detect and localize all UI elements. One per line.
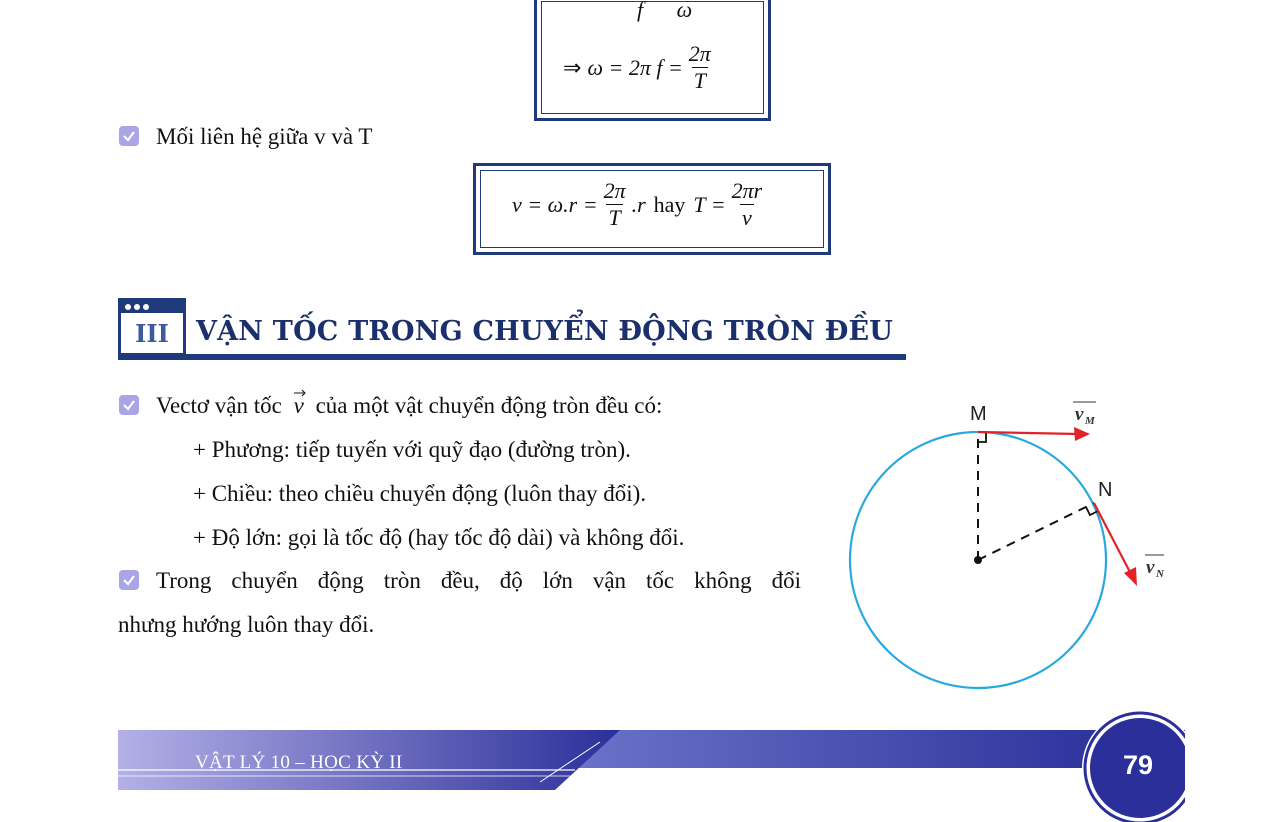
vector-label-vM: v [1075,404,1084,425]
checkbox-icon [119,570,139,590]
velocity-intro-post: của một vật chuyển động tròn đều có: [315,393,663,418]
section-number: III [135,319,169,348]
velocity-sense: + Chiều: theo chiều chuyển động (luôn thay đổi). [193,481,647,506]
arrowhead-M-icon [1074,427,1090,441]
formula-omega-fragment [637,0,692,23]
fraction-denominator: T [608,205,621,230]
formula-f-symbol: f [637,0,644,22]
footer-clip [1185,700,1275,822]
velocity-intro [156,393,662,419]
section-underline [118,354,906,360]
fraction-2pi-over-T [602,178,628,231]
bullet-relation-v-T: Mối liên hệ giữa v và T [156,124,373,149]
fraction-numerator: 2πr [731,178,763,203]
section-number-badge [118,298,186,356]
window-dot-icon [125,304,131,310]
footer-title: VẬT LÝ 10 – HỌC KỲ II [195,752,403,773]
velocity-magnitude: + Độ lớn: gọi là tốc độ (hay tốc độ dài) và không đổi. [193,525,685,550]
fraction-2pi-over-T [687,41,713,94]
footer-banner [0,700,1275,822]
page-number: 79 [1122,750,1154,780]
vector-arrow-icon [293,389,307,397]
point-label-M: M [970,403,987,425]
vector-v-symbol [294,393,304,419]
formula-omega-symbol: ω [676,0,693,22]
formula-hay: hay [653,191,686,217]
circular-motion-diagram [840,392,1180,697]
uniform-motion-line2: nhưng hướng luôn thay đổi. [118,612,375,637]
vector-label-vN: v [1146,557,1155,578]
section-title: VẬN TỐC TRONG CHUYỂN ĐỘNG TRÒN ĐỀU [196,316,894,347]
vector-label-vN-sub: N [1156,568,1164,580]
fraction-denominator: v [742,205,752,230]
fraction-denominator: T [693,68,706,93]
checkbox-icon [119,395,139,415]
window-dot-icon [134,304,140,310]
checkbox-icon [119,126,139,146]
window-dot-icon [143,304,149,310]
formula-v-T [512,178,768,231]
formula-T-lhs: T = [693,191,726,217]
formula-omega-lhs: ω = 2π f = [587,54,683,80]
formula-v-lhs: v = ω.r = [512,191,598,217]
formula-r-factor: .r [631,191,646,217]
implies-symbol: ⇒ [563,54,582,80]
velocity-vector-N [1094,503,1131,574]
formula-omega-box [534,0,771,121]
point-label-N: N [1098,479,1113,501]
fraction-numerator: 2π [603,178,626,203]
badge-window-bar [121,301,183,313]
fraction-2pir-over-v [730,178,765,231]
formula-v-T-box [473,163,831,255]
arrowhead-N-icon [1124,567,1137,586]
velocity-direction: + Phương: tiếp tuyến với quỹ đạo (đường tròn). [193,437,631,462]
vector-label-vM-sub: M [1085,415,1095,427]
fraction-numerator: 2π [688,41,711,66]
uniform-motion-line1: Trong chuyển động tròn đều, độ lớn vận tốc không đổi [156,568,801,593]
radius-to-N [978,503,1094,560]
formula-omega [563,41,717,94]
right-angle-M-icon [978,433,986,442]
velocity-intro-pre: Vectơ vận tốc [156,393,282,418]
vector-v-letter: v [293,393,304,418]
